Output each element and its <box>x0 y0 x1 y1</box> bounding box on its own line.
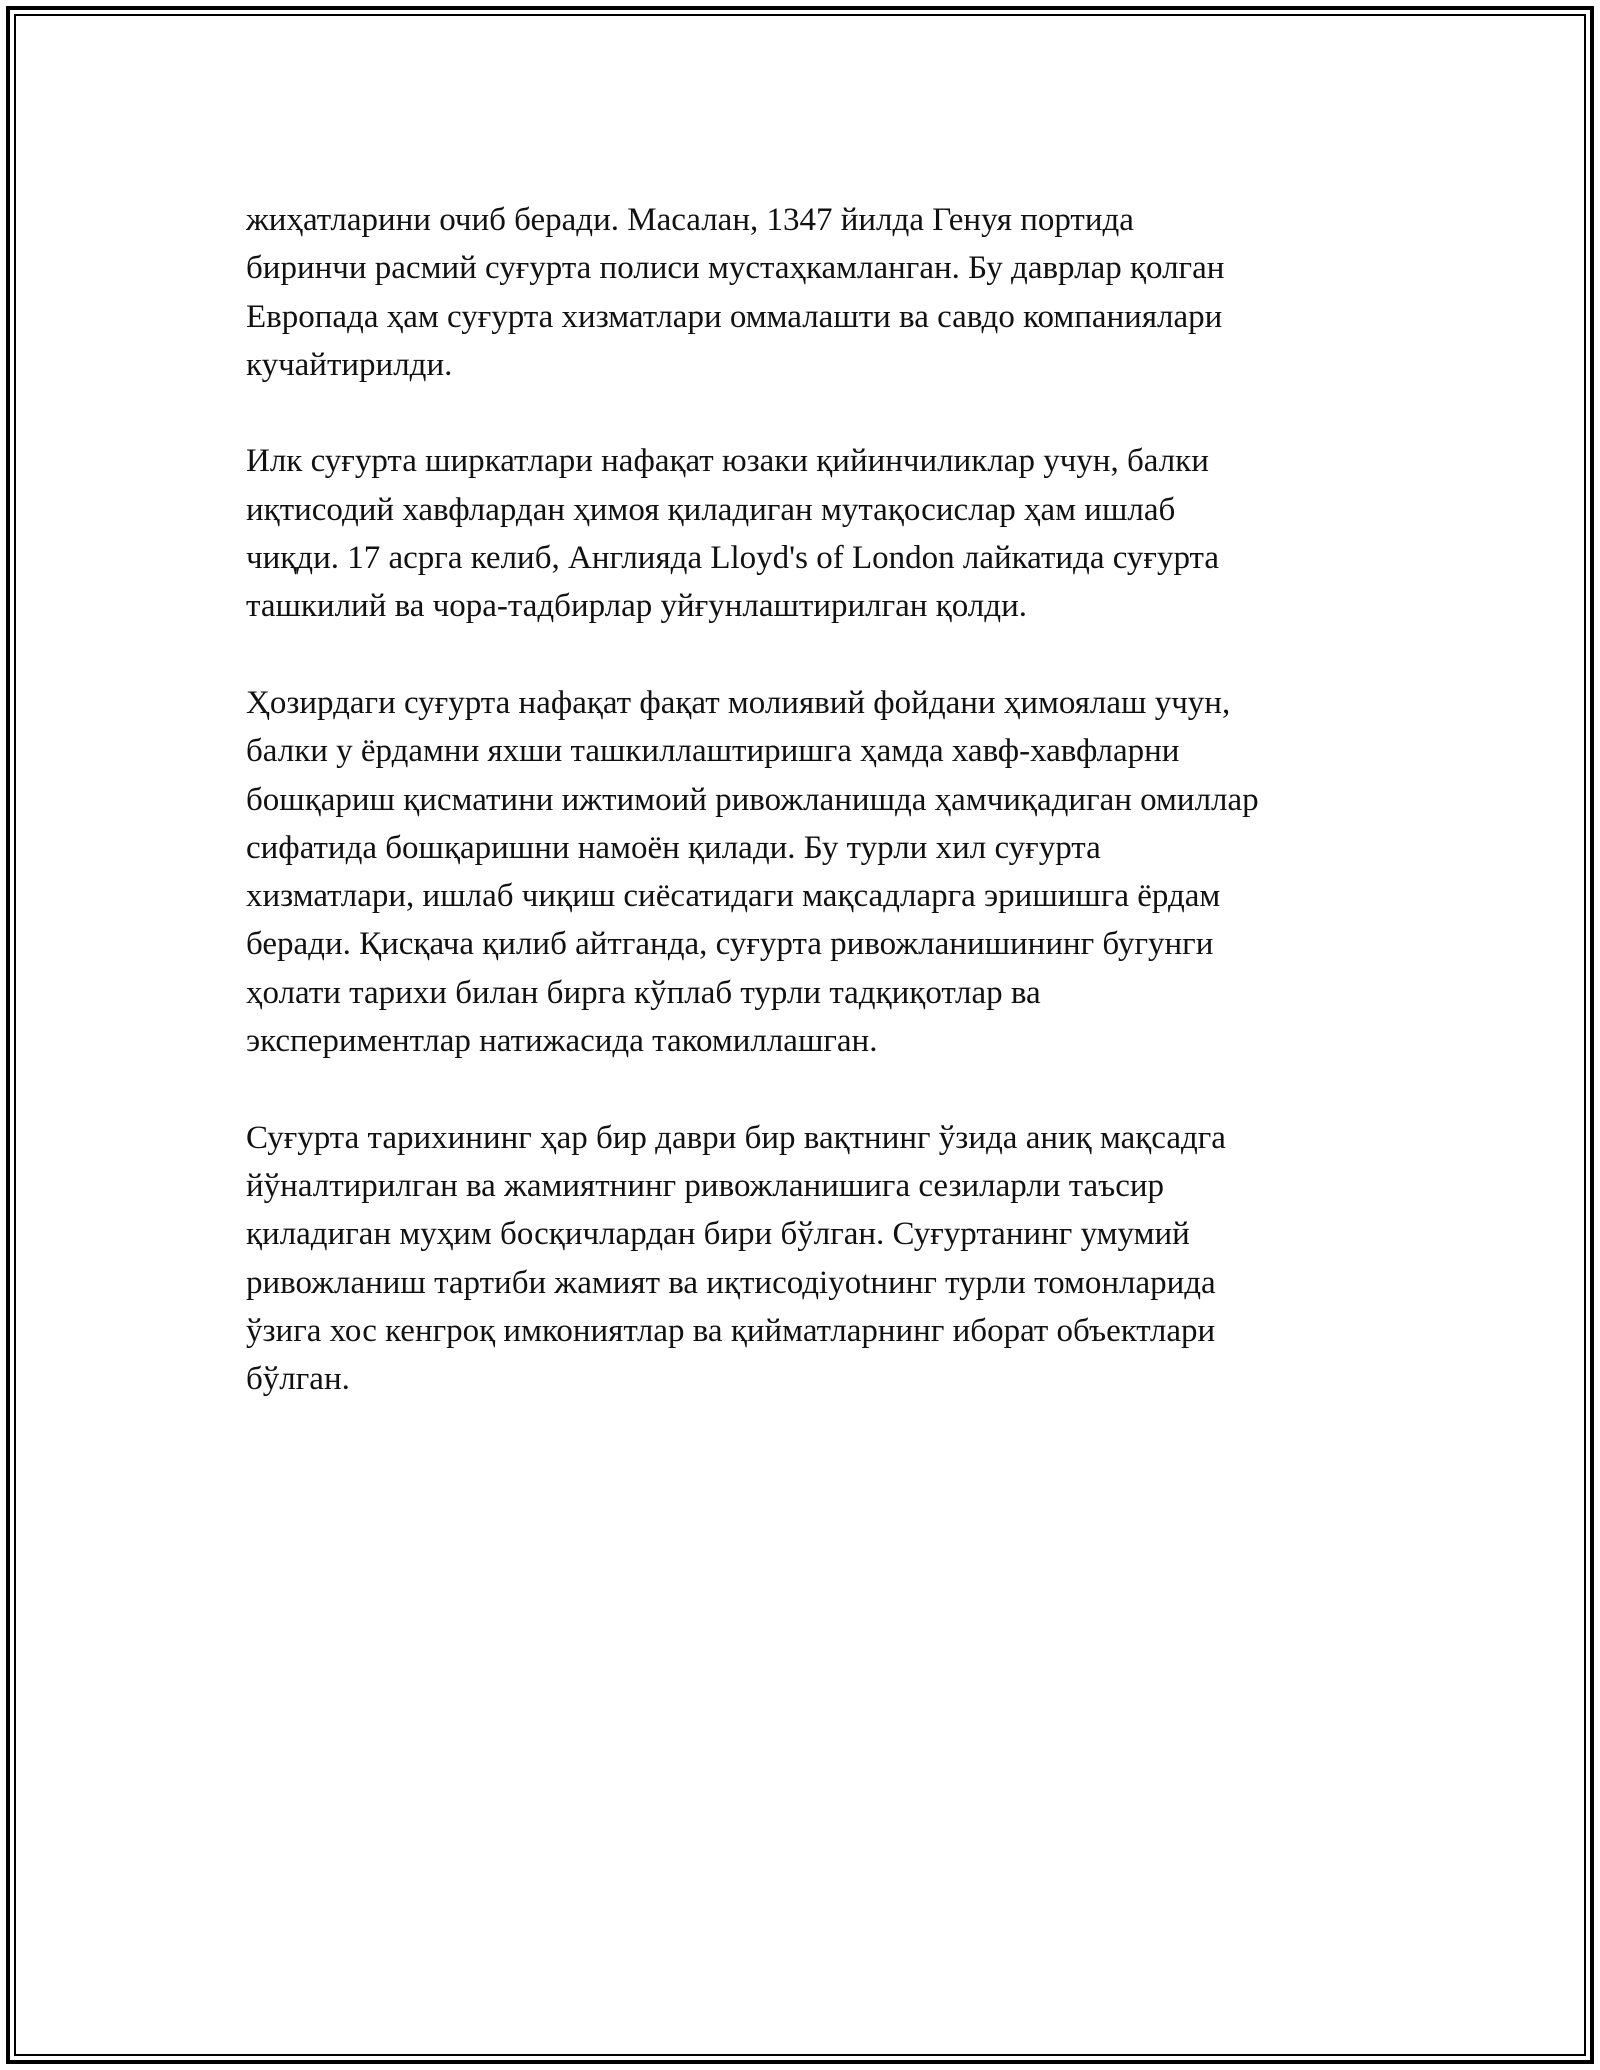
paragraph-2: Илк суғурта ширкатлари нафақат юзаки қийинчиликлар учун, балки иқтисодий хавфлардан ҳимоя қиладиган мутақосислар ҳам ишлаб чиқди. 17 асрга келиб, Англияда Lloyd's of London лайкатида суғурта ташкилий ва чора-тадбирлар уйғунлаштирилган қолди. <box>246 443 1220 625</box>
document-body <box>246 196 1386 1452</box>
paragraph-3: Ҳозирдаги суғурта нафақат фақат молиявий фойдани ҳимоялаш учун, балки у ёрдамни яхши ташкиллаштиришга ҳамда хавф-хавфларни бошқариш қисматини ижтимоий ривожланишда ҳамчиқадиган омиллар сифатида бошқаришни намоён қилади. Бу турли хил суғурта хизматлари, ишлаб чиқиш сиёсатидаги мақсадларга эришишга ёрдам беради. Қисқача қилиб айтганда, суғурта ривожланишининг бугунги ҳолати тарихи билан бирга кўплаб турли тадқиқотлар ва экспериментлар натижасида такомиллашган. <box>246 684 1259 1060</box>
paragraph-4: Суғурта тарихининг ҳар бир даври бир вақтнинг ўзида аниқ мақсадга йўналтирилган ва жамиятнинг ривожланишига сезиларли таъсир қиладиган муҳим босқичлардан бири бўлган. Суғуртанинг умумий ривожланиш тартиби жамият ва иқтисодіyotнинг турли томонларида ўзига хос кенгроқ имкониятлар ва қийматларнинг иборат объектлари бўлган. <box>246 1119 1226 1398</box>
page-border <box>6 6 1594 2064</box>
paragraph-1: жиҳатларини очиб беради. Масалан, 1347 йилда Генуя портида биринчи расмий суғурта полиси мустаҳкамланган. Бу даврлар қолган Европада ҳам суғурта хизматлари оммалашти ва савдо компаниялари кучайтирилди. <box>246 202 1225 383</box>
